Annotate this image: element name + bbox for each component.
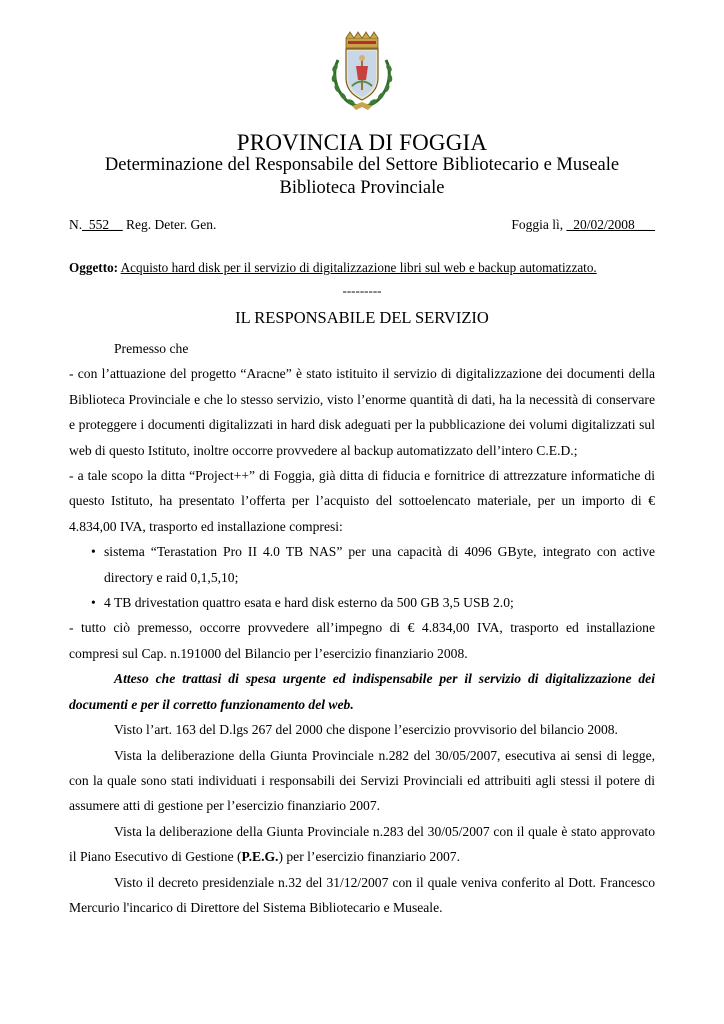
page-title: PROVINCIA DI FOGGIA: [236, 130, 488, 155]
paragraph-visto-dlgs: Visto l’art. 163 del D.lgs 267 del 2000 che dispone l’esercizio provvisorio del bilancio 2008.: [114, 722, 618, 738]
registration-date-value: _20/02/2008___: [566, 217, 655, 232]
bullet-icon: •: [91, 544, 96, 560]
subject-text: Acquisto hard disk per il servizio di digitalizzazione libri sul web e backup automatizzato.: [120, 260, 597, 275]
page-subtitle-settore: Determinazione del Responsabile del Settore Bibliotecario e Museale: [104, 155, 620, 175]
section-title: IL RESPONSABILE DEL SERVIZIO: [235, 308, 489, 327]
registration-number: N._552__ Reg. Deter. Gen.: [69, 217, 217, 232]
paragraph-impegno: - tutto ciò premesso, occorre provvedere all’impegno di € 4.834,00 IVA, trasporto ed installazione compresi sul Cap. n.191000 del Bilancio per l’esercizio finanziario 2008.: [69, 620, 655, 661]
paragraph-aracne: - con l’attuazione del progetto “Aracne” è stato istituito il servizio di digitalizzazione dei documenti della Biblioteca Provinciale e che lo stesso servizio, visto l’enorme quantità di dati, ha la necessità di conservare e proteggere i documenti digitalizzati in hard disk adeguati per la pubblicazione dei volumi digitalizzati sul web di questo Istituto, inoltre occorre provvedere al backup automatizzato dell’intero C.E.D.;: [69, 366, 655, 458]
paragraph-project: - a tale scopo la ditta “Project++” di Foggia, già ditta di fiducia e fornitrice di attrezzature informatiche di questo Istituto, ha presentato l’offerta per l’acquisto del sottoelencato materiale, per un importo di € 4.834,00 IVA, trasporto ed installazione compresi:: [69, 468, 655, 534]
document-body: [69, 336, 655, 920]
premesso-line: Premesso che: [114, 341, 189, 356]
registration-date: Foggia lì, _20/02/2008___: [511, 217, 655, 232]
list-item: • sistema “Terastation Pro II 4.0 TB NAS” per una capacità di 4096 GByte, integrato con active directory e raid 0,1,5,10;: [69, 539, 655, 590]
subject-label: Oggetto:: [69, 260, 119, 275]
material-list: [69, 539, 655, 615]
page-subtitle-biblioteca: Biblioteca Provinciale: [279, 178, 445, 198]
list-item: • 4 TB drivestation quattro esata e hard disk esterno da 500 GB 3,5 USB 2.0;: [69, 590, 655, 615]
paragraph-atteso: Atteso che trattasi di spesa urgente ed indispensabile per il servizio di digitalizzazione dei documenti e per il corretto funzionamento del web.: [69, 671, 655, 712]
peg-abbreviation: P.E.G.: [241, 849, 279, 865]
bullet-icon: •: [91, 595, 96, 611]
paragraph-vista-283: Vista la deliberazione della Giunta Provinciale n.283 del 30/05/2007 con il quale è stato approvato il Piano Esecutivo di Gestione (P.E.G.) per l’esercizio finanziario 2007.: [69, 823, 655, 865]
separator: ---------: [342, 283, 382, 298]
registration-number-value: _552__: [82, 217, 123, 232]
paragraph-visto-decreto: Visto il decreto presidenziale n.32 del 31/12/2007 con il quale veniva conferito al Dott. Francesco Mercurio l'incarico di Direttore del Sistema Bibliotecario e Museale.: [69, 874, 655, 915]
paragraph-vista-282: Vista la deliberazione della Giunta Provinciale n.282 del 30/05/2007, esecutiva ai sensi di legge, con la quale sono stati individuati i responsabili dei Servizi Provinciali ed attribuiti agli stessi il potere di assumere atti di gestione per l’esercizio finanziario 2007.: [69, 747, 655, 814]
coat-of-arms-icon: [328, 30, 396, 112]
subject-line: [69, 260, 597, 276]
